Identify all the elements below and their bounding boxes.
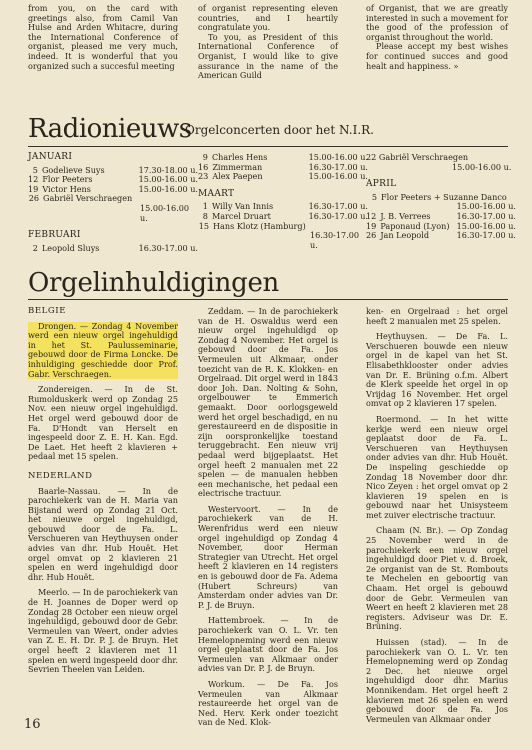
schedule-time: 15.00-16.00 u. xyxy=(456,220,516,231)
schedule-organist: Flor Peeters xyxy=(42,174,93,185)
orgel-rule xyxy=(28,299,508,300)
article-heythuysen: Heythuysen. — De Fa. L. Verschueren bouwde een nieuw orgel in de kapel van het St. Elisabethklooster onder advies van Dr. E. Brüning o.f.m. Albert de Klerk speelde het orgel in op Vrijdag 16 November. Het orgel omvat op 2 klavieren 17 spelen. xyxy=(366,331,508,409)
maart-extra-time: 16.30-17.00 u. xyxy=(310,230,360,250)
schedule-time: 16.30-17.00 u. xyxy=(308,161,368,172)
month-april: APRIL xyxy=(366,179,397,190)
schedule-organist: J. B. Verrees xyxy=(380,210,431,221)
radio-rule xyxy=(28,146,508,147)
article-workum-continued: ken- en Orgelraad : het orgel heeft 2 manualen met 25 spelen. xyxy=(366,306,508,326)
schedule-row xyxy=(198,172,368,182)
article-drongen: Drongen. — Zondag 4 November werd een nieuw orgel ingehuldigd in het St. Paulusseminarie, gebouwd door de Firma Loncke. De inhuldiging geschiedde door Prof. Gabr. Verschraegen. xyxy=(28,320,178,379)
schedule-day: 12 xyxy=(28,174,39,185)
schedule-day: 26 xyxy=(366,230,377,241)
schedule-time: 15.00-16.00 u. xyxy=(456,201,516,212)
intro-text-3b: Please accept my best wishes for continued succes and good healt and happiness. » xyxy=(366,41,508,71)
intro-column-1 xyxy=(28,4,178,71)
article-westervoort: Westervoort. — In de parochiekerk van de H. Werenfridus werd een nieuw orgel ingehuldigd op Zondag 4 November, door Herman Strategier van Utrecht. Het orgel heeft 2 klavieren en 14 registers en is gebouwd door de Fa. Adema (Hubert Schreurs) van Amsterdam onder advies van Dr. P. J. de Bruyn. xyxy=(198,503,338,610)
schedule-day: 5 xyxy=(371,191,377,202)
schedule-time: 17.30-18.00 u. xyxy=(138,164,198,175)
schedule-column-3 xyxy=(366,153,516,241)
orgel-title: Orgelinhuldigingen xyxy=(28,268,279,298)
radio-subtitle: Orgelconcerten door het N.I.R. xyxy=(185,123,374,137)
schedule-organist: Charles Hens xyxy=(211,152,268,162)
article-zeddam: Zeddam. — In de parochiekerk van de H. Oswaldus werd een nieuw orgel ingehuldigd op Zondag 4 November. Het orgel is gebouwd door de Fa. Jos Vermeulen uit Alkmaar, onder toezicht van de R. K. Klokken- en Orgelraad. Dit orgel werd in 1843 door Joh. Dan. Nolting & Sohn, orgelbouwer te Emmerich gemaakt. Door oorlogsgeweld werd het orgel beschadigd, en nu gerestaureerd en de dispositie in zijn oorspronkelijke toestand teruggebracht. Een nieuw vrij pedaal werd bijgeplaatst. Het orgel heeft 2 manualen met 22 spelen — de manualen hebben een mechanische, het pedaal een electrische tractuur. xyxy=(198,306,339,499)
januari-extra-time: 15.00-16.00 u. xyxy=(140,202,190,223)
intro-text-3: of Organist, that we are greatly interested in such a movement for the good of the profession of organist throughout the world. xyxy=(366,3,508,42)
schedule-organist: Alex Paepen xyxy=(212,171,263,182)
month-maart: MAART xyxy=(198,188,235,199)
schedule-time: 16.30-17.00 u. xyxy=(138,242,198,253)
schedule-day: 2 xyxy=(32,242,38,253)
article-hattembroek: Hattembroek. — In de parochiekerk van O. L. Vr. ten Hemelopneming werd een nieuw orgel geplaatst door de Fa. Jos Vermeulen van Alkmaar onder advies van Dr. P. J. de Bruyn. xyxy=(198,615,338,674)
article-huissen: Huissen (stad). — In de parochiekerk van O. L. Vr. ten Hemelopneming werd op Zondag 2 Dec. het nieuwe orgel ingehuldigd door dhr. Marius Monnikendam. Het orgel heeft 2 klavieren met 26 spelen en werd gebouwd door de Fa. Jos Vermeulen van Alkmaar onder xyxy=(366,637,508,724)
schedule-column-2 xyxy=(198,153,368,250)
schedule-organist: Zimmerman xyxy=(212,161,263,172)
article-column-1 xyxy=(28,307,178,681)
month-februari: FEBRUARI xyxy=(28,230,81,241)
article-workum: Workum. — De Fa. Jos Vermeulen van Alkmaar restaureerde het orgel van de Ned. Herv. Kerk onder toezicht van de Ned. Klok- xyxy=(198,678,338,728)
schedule-day: 8 xyxy=(202,210,208,221)
schedule-organist: Paponaud (Lyon) xyxy=(380,220,450,231)
schedule-time: 15.00-16.00 u. xyxy=(138,174,198,185)
schedule-organist: Flor Peeters + Suzanne Danco xyxy=(381,191,507,202)
radio-title: Radionieuws xyxy=(28,114,192,144)
article-chaam: Chaam (N. Br.). — Op Zondag 25 November werd in de parochiekerk een nieuw orgel ingehuldigd door Piet v. d. Broek, 2e organist van de St. Rombouts te Mechelen en geboortig van Chaam. Het orgel is gebouwd door de Gebr. Vermeulen van Weert en heeft 2 klavieren met 28 registers. Adviseur was Dr. E. Brüning. xyxy=(366,525,508,632)
schedule-time: 16.30-17.00 u. xyxy=(456,230,516,241)
schedule-organist: Godelieve Suys xyxy=(41,164,105,175)
schedule-day: 16 xyxy=(198,161,209,172)
article-meerlo: Meerlo. — In de parochiekerk van de H. Joannes de Doper werd op Zondag 28 October een nieuw orgel ingehuldigd, gebouwd door de Gebr. Vermeulen van Weert, onder advies van Z. E. H. Dr. P. J. de Bruyn. Het orgel heeft 2 klavieren met 11 spelen en werd ingespeeld door dhr. Sevrien Theelen van Leiden. xyxy=(28,587,178,675)
schedule-row xyxy=(366,231,516,241)
article-roermond: Roermond. — In het witte kerkje werd een nieuw orgel geplaatst door de Fa. L. Verschueren van Heythuysen onder advies van dhr. Hub Houët. De inspeling geschiedde op Zondag 18 November door dhr. Nico Zeyen : het orgel omvat op 2 klavieren 19 spelen en is gebouwd naar het Unisysteem met zuiver electrische tractuur. xyxy=(366,413,508,520)
intro-column-3 xyxy=(366,4,508,71)
article-zondereigen: Zondereigen. — In de St. Rumolduskerk werd op Zondag 25 Nov. een nieuw orgel ingehuldigd. Het orgel werd gebouwd door de Fa. D'Hondt van Herselt en ingespeeld door Z. E. H. Kan. Egd. De Laet. Het heeft 2 klavieren + pedaal met 15 spelen. xyxy=(28,384,178,462)
schedule-day: 26 xyxy=(28,193,39,204)
schedule-day: 9 xyxy=(202,152,208,162)
schedule-day: 15 xyxy=(198,220,209,231)
article-column-3 xyxy=(366,307,508,730)
schedule-day: 19 xyxy=(28,183,39,194)
intro-text-2b: To you, as President of this International Conference of Organist, I would like to give assurance in the name of the American Guild xyxy=(198,31,338,81)
col3-top-time: 15.00-16.00 u. xyxy=(452,161,512,172)
schedule-time: 15.00-16.00 u. xyxy=(308,152,368,162)
schedule-organist: Hans Klotz (Hamburg) xyxy=(213,220,306,231)
schedule-day: 12 xyxy=(366,210,377,221)
schedule-time: 15.00-16.00 u. xyxy=(308,171,368,182)
schedule-time: 16.30-17.00 u. xyxy=(308,201,368,212)
article-column-2 xyxy=(198,307,338,734)
schedule-organist: Gabriël Verschraegen xyxy=(43,193,133,204)
article-baarle-nassau: Baarle-Nassau. — In de parochiekerk van de H. Maria van Bijstand werd op Zondag 21 Oct. het nieuwe orgel ingehuldigd, gebouwd door de Fa. L. Verschueren van Heythuysen onder advies van dhr. Hub Houët. Het orgel omvat op 2 klavieren 21 spelen en werd ingehuldigd door dhr. Hub Houët. xyxy=(28,485,178,582)
page-number: 16 xyxy=(24,717,41,732)
intro-text-1: from you, on the card with greetings also, from Camil Van Hulse and Arden Whitacre, during the International Conference of organist, pleased me very much, indeed. It is wonderful that you organized such a succesful meeting xyxy=(28,3,178,71)
schedule-day: 1 xyxy=(202,201,208,212)
country-nederland: NEDERLAND xyxy=(28,470,93,481)
schedule-day: 19 xyxy=(366,220,377,231)
schedule-organist: Victor Hens xyxy=(42,183,91,194)
schedule-time: 16.30-17.00 u. xyxy=(456,210,516,221)
intro-text-2: of organist representing eleven countries, and I heartily congratulate you. xyxy=(198,3,338,33)
schedule-day: 23 xyxy=(198,171,209,182)
schedule-organist: Willy Van Innis xyxy=(211,201,274,212)
schedule-row xyxy=(28,244,198,254)
intro-column-2 xyxy=(198,4,338,81)
schedule-time: 15.00-16.00 u. xyxy=(138,183,198,194)
month-januari: JANUARI xyxy=(28,152,73,162)
schedule-organist: Marcel Druart xyxy=(211,210,271,221)
schedule-column-1 xyxy=(28,151,198,253)
schedule-day: 5 xyxy=(32,164,38,175)
schedule-organist: Jan Leopold xyxy=(380,230,430,241)
schedule-organist: Leopold Sluys xyxy=(41,242,100,253)
schedule-time: 16.30-17.00 u. xyxy=(308,210,368,221)
col3-top-name: 22 Gabriël Verschraegen xyxy=(366,152,469,162)
country-belgie: BELGIE xyxy=(28,306,67,316)
